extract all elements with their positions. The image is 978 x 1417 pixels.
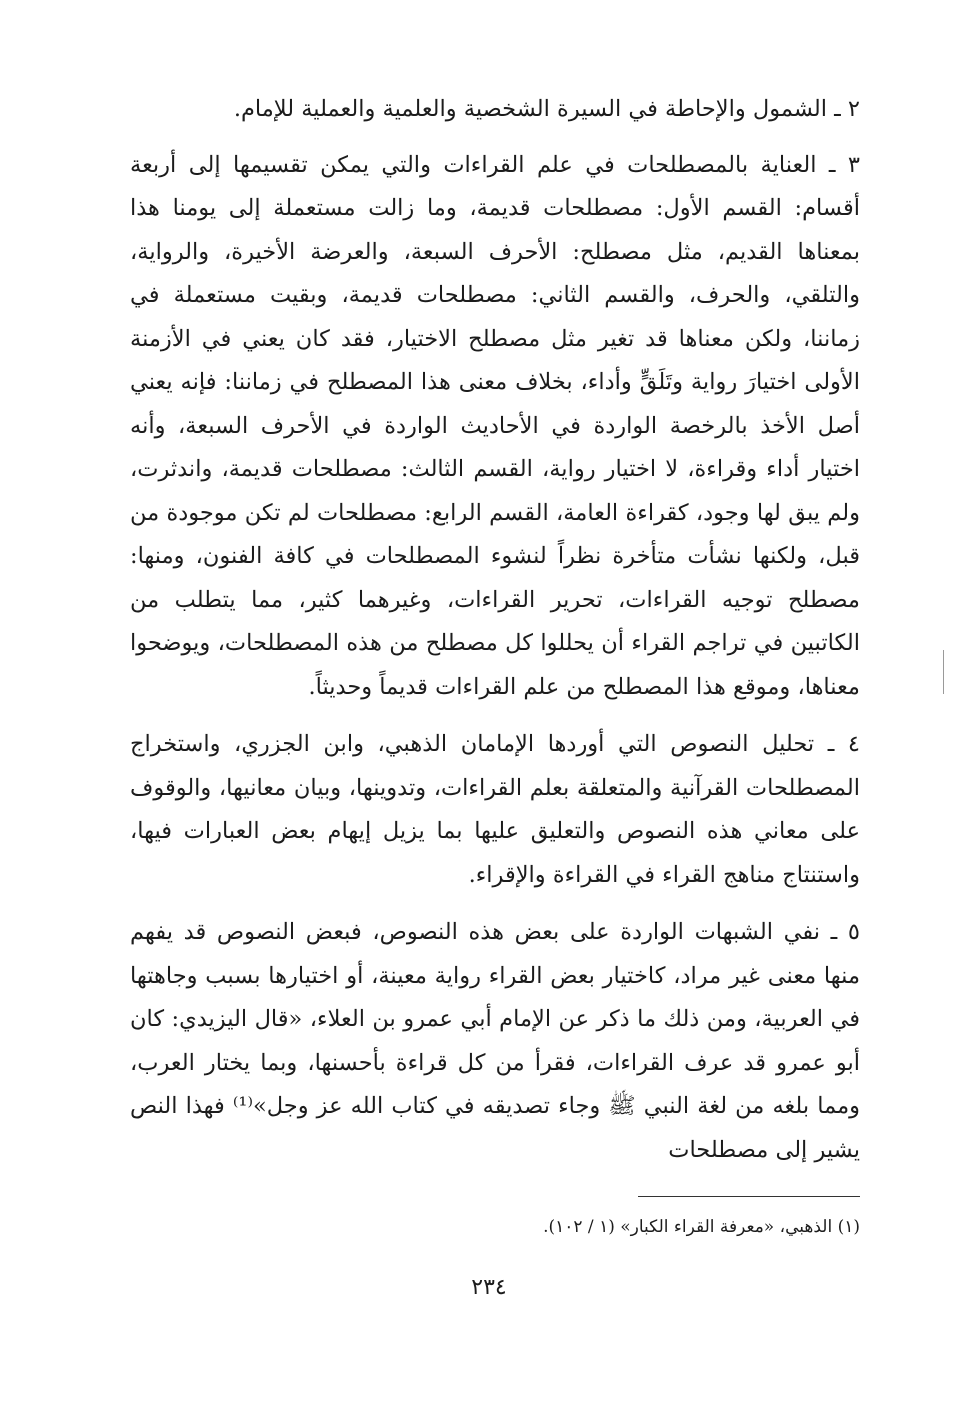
page-number: ٢٣٤ <box>471 1275 507 1300</box>
footnote-separator <box>638 1196 860 1197</box>
paragraph-3: ٣ ـ العناية بالمصطلحات في علم القراءات والتي يمكن تقسيمها إلى أربعة أقسام: القسم الأول: مصطلحات قديمة، وما زالت مستعملة إلى يومنا هذا بمعناها القديم، مثل مصطلح: الأحرف السبعة، والعرضة الأخيرة، والرواية، والتلقي، والحرف، والقسم الثاني: مصطلحات قديمة، وبقيت مستعملة في زماننا، ولكن معناها قد تغير مثل مصطلح الاختيار، فقد كان يعني في الأزمنة الأولى اختيارَ رواية وتَلَقٍّ وأداء، بخلاف معنى هذا المصطلح في زماننا: فإنه يعني أصل الأخذ بالرخصة الواردة في الأحاديث الواردة في الأحرف السبعة، وأنه اختيار أداء وقراءة، لا اختيار رواية، القسم الثالث: مصطلحات قديمة، واندثرت، ولم يبق لها وجود، كقراءة العامة، القسم الرابع: مصطلحات لم تكن موجودة من قبل، ولكنها نشأت متأخرة نظراً لنشوء المصطلحات في كافة الفنون، ومنها: مصطلح توجيه القراءات، تحرير القراءات، وغيرهما كثير، مما يتطلب من الكاتبين في تراجم القراء أن يحللوا كل مصطلح من هذه المصطلحات، ويوضحوا معناها، وموقع هذا المصطلح من علم القراءات قديماً وحديثاً. <box>130 151 860 700</box>
footnote-1: (١) الذهبي، «معرفة القراء الكبار» (١ / ١٠٢). <box>543 1217 860 1237</box>
paragraph-5: ٥ ـ نفي الشبهات الواردة على بعض هذه النصوص، فبعض النصوص قد يفهم منها معنى غير مراد، كاختيار بعض القراء رواية معينة، أو اختيارها بسبب وجاهتها في العربية، ومن ذلك ما ذكر عن الإمام أبي عمرو بن العلاء، «قال اليزيدي: كان أبو عمرو قد عرف القراءات، فقرأ من كل قراءة بأحسنها، وبما يختار العرب، ومما بلغه من لغة النبي ﷺ وجاء تصديقه في كتاب الله عز وجل»⁽¹⁾ فهذا النص يشير إلى مصطلحات <box>130 919 860 1163</box>
margin-mark <box>943 650 944 694</box>
paragraph-4: ٤ ـ تحليل النصوص التي أوردها الإمامان الذهبي، وابن الجزري، واستخراج المصطلحات القرآنية والمتعلقة بعلم القراءات، وتدوينها، وبيان معانيها، والوقوف على معاني هذه النصوص والتعليق عليها بما يزيل إيهام بعض العبارات فيها، واستنتاج مناهج القراء في القراءة والإقراء. <box>130 731 860 888</box>
footnotes <box>130 1196 860 1241</box>
paragraph-2: ٢ ـ الشمول والإحاطة في السيرة الشخصية والعلمية والعملية للإمام. <box>233 96 860 122</box>
main-text <box>130 88 860 1172</box>
